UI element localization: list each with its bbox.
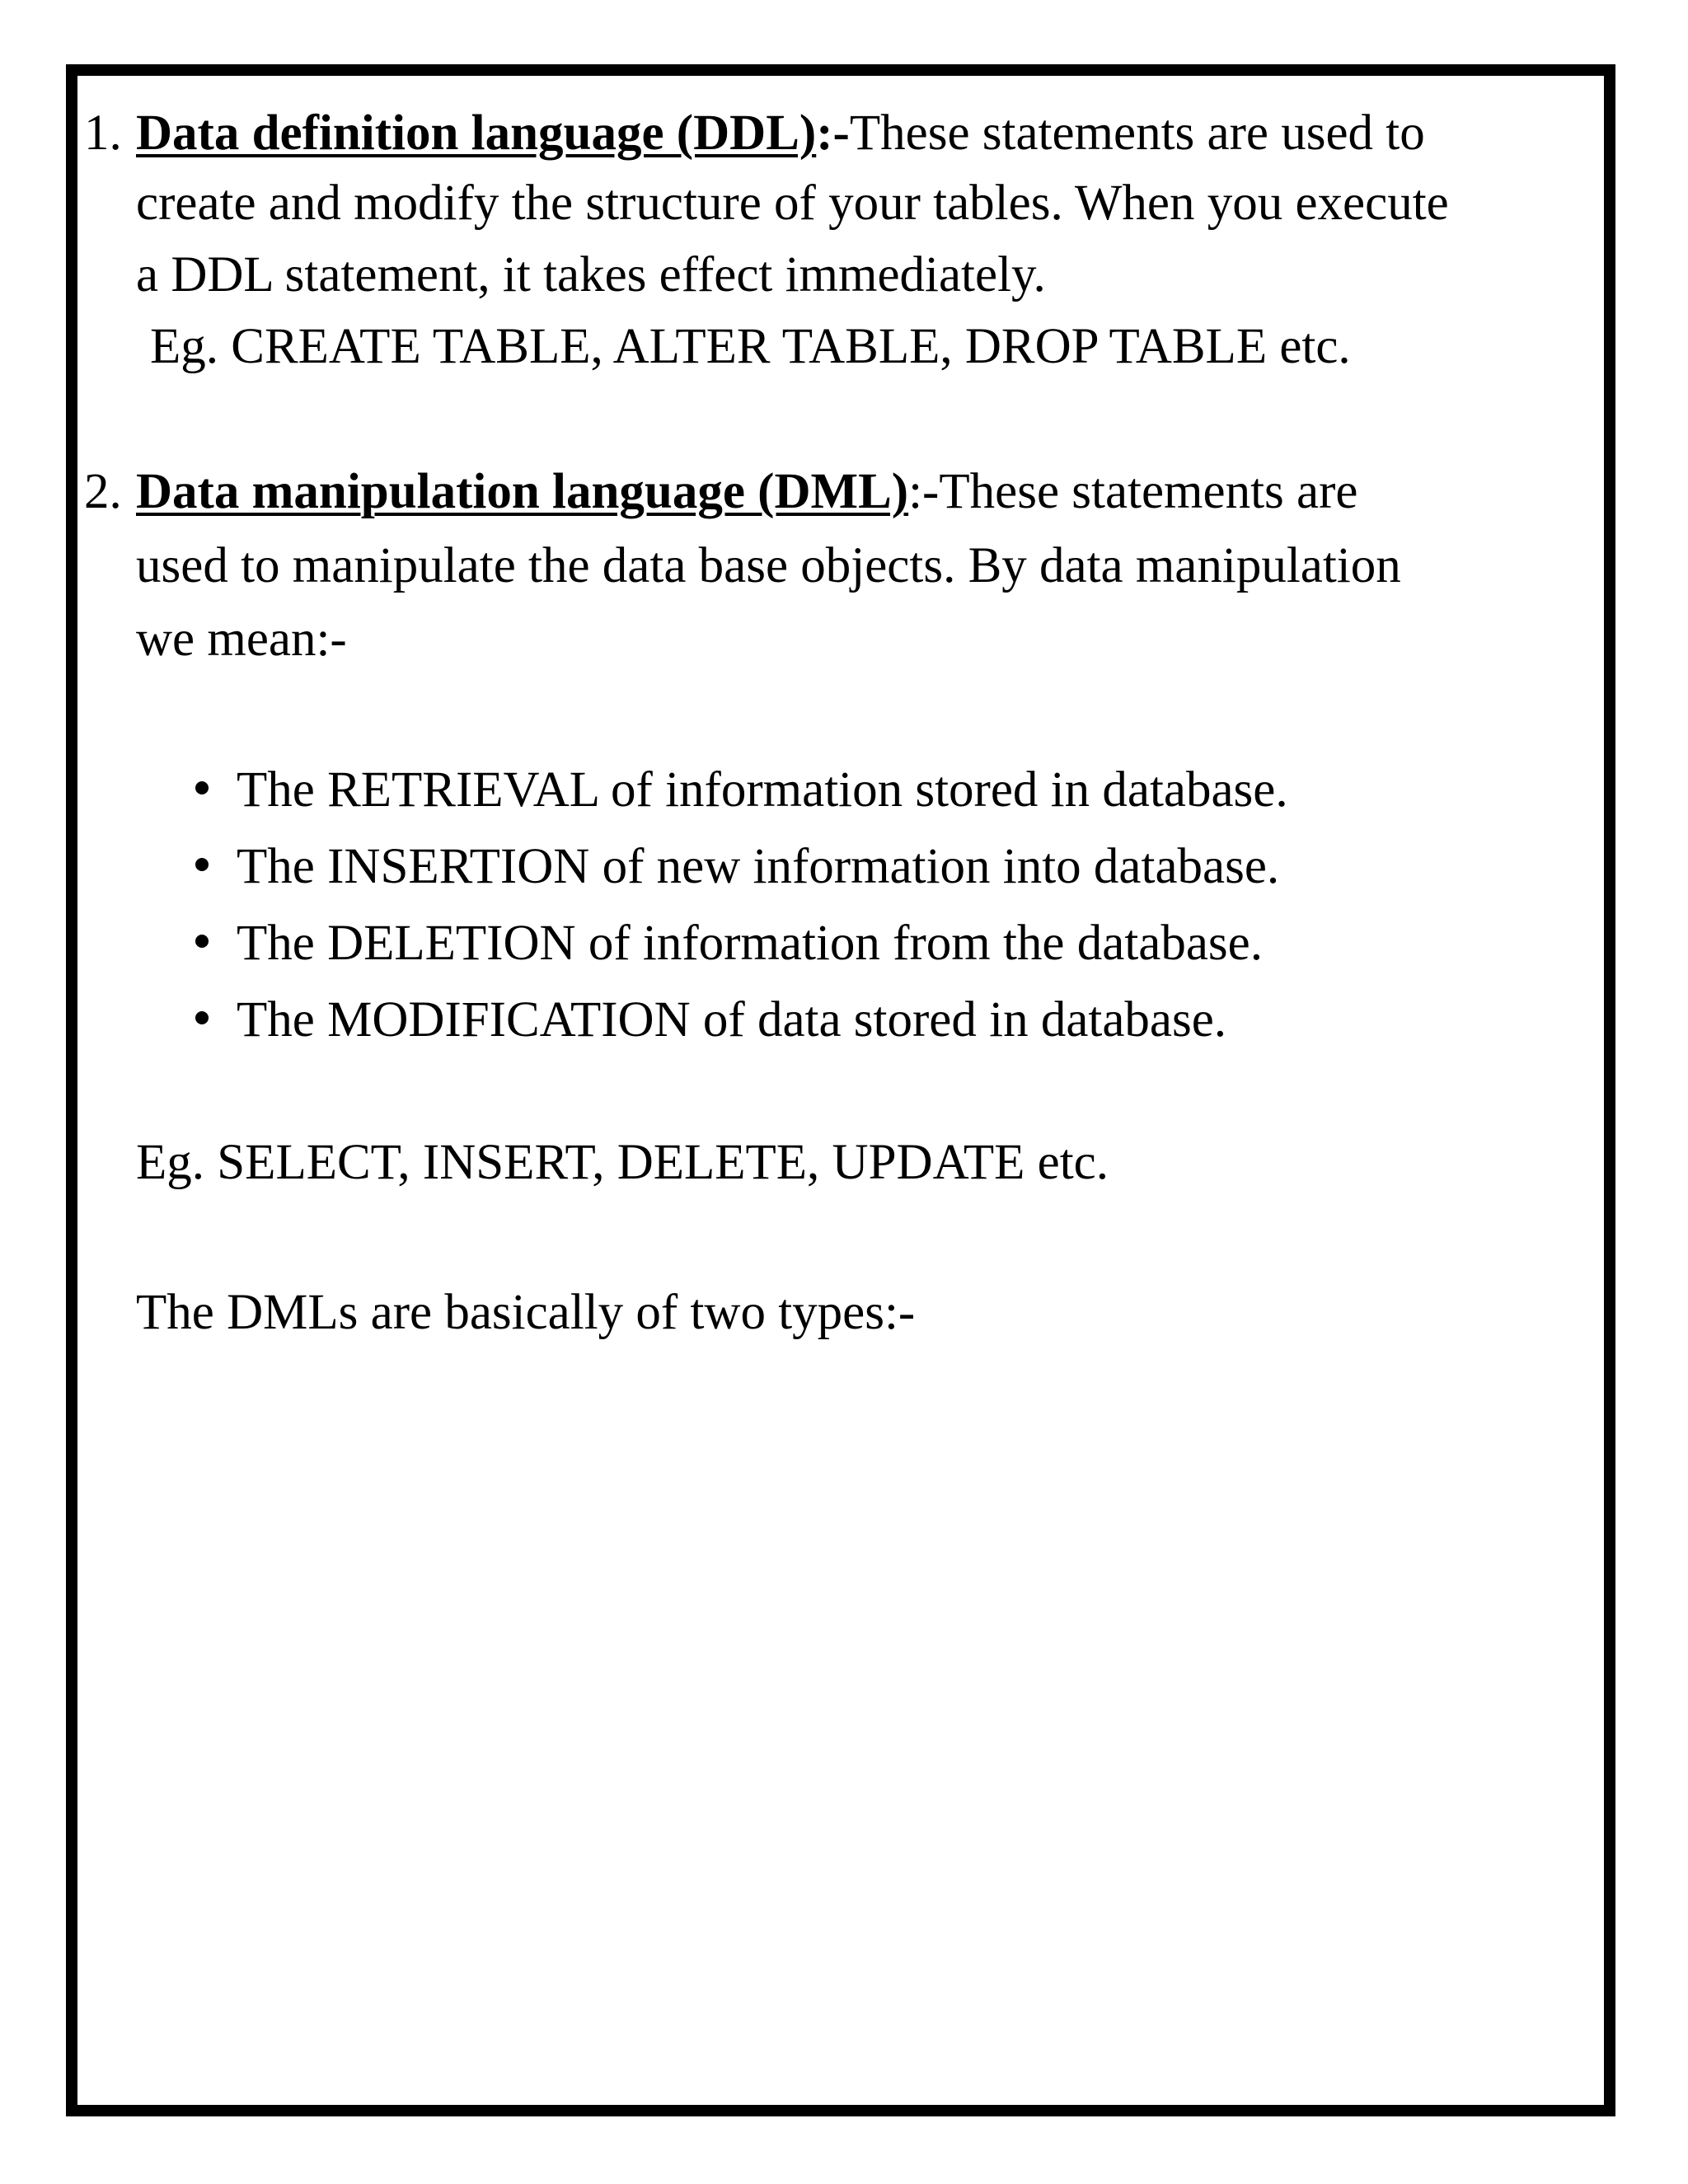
ddl-line-3: a DDL statement, it takes effect immediately. — [136, 247, 1046, 302]
dml-closing: The DMLs are basically of two types:- — [136, 1285, 916, 1340]
ddl-line-1: These statements are used to — [849, 105, 1425, 161]
dml-separator: :- — [908, 464, 940, 519]
bullet-icon — [195, 1011, 209, 1024]
ddl-term: Data definition language (DDL) — [136, 105, 817, 161]
list-item-text: The INSERTION of new information into database. — [237, 839, 1280, 894]
dml-first-line — [136, 466, 1357, 517]
ddl-line-2: create and modify the structure of your tables. When you execute — [136, 176, 1449, 231]
bullet-icon — [195, 858, 209, 871]
ddl-separator: :- — [816, 105, 850, 161]
dml-term: Data manipulation language (DML) — [136, 464, 909, 519]
dml-line-2: used to manipulate the data base objects. By data manipulation — [136, 538, 1401, 593]
bullet-icon — [195, 935, 209, 948]
dml-line-1: These statements are — [939, 464, 1358, 519]
bullet-icon — [195, 781, 209, 794]
section-number: 1. — [84, 105, 122, 161]
ddl-first-line — [136, 105, 1425, 161]
ddl-example: Eg. CREATE TABLE, ALTER TABLE, DROP TABLE etc. — [150, 319, 1351, 374]
list-item-text: The DELETION of information from the database. — [237, 916, 1263, 971]
dml-line-3: we mean:- — [136, 612, 347, 667]
list-item-text: The RETRIEVAL of information stored in database. — [237, 762, 1288, 818]
dml-example: Eg. SELECT, INSERT, DELETE, UPDATE etc. — [136, 1135, 1109, 1190]
section-number: 2. — [84, 464, 122, 519]
list-item-text: The MODIFICATION of data stored in database. — [237, 992, 1227, 1047]
